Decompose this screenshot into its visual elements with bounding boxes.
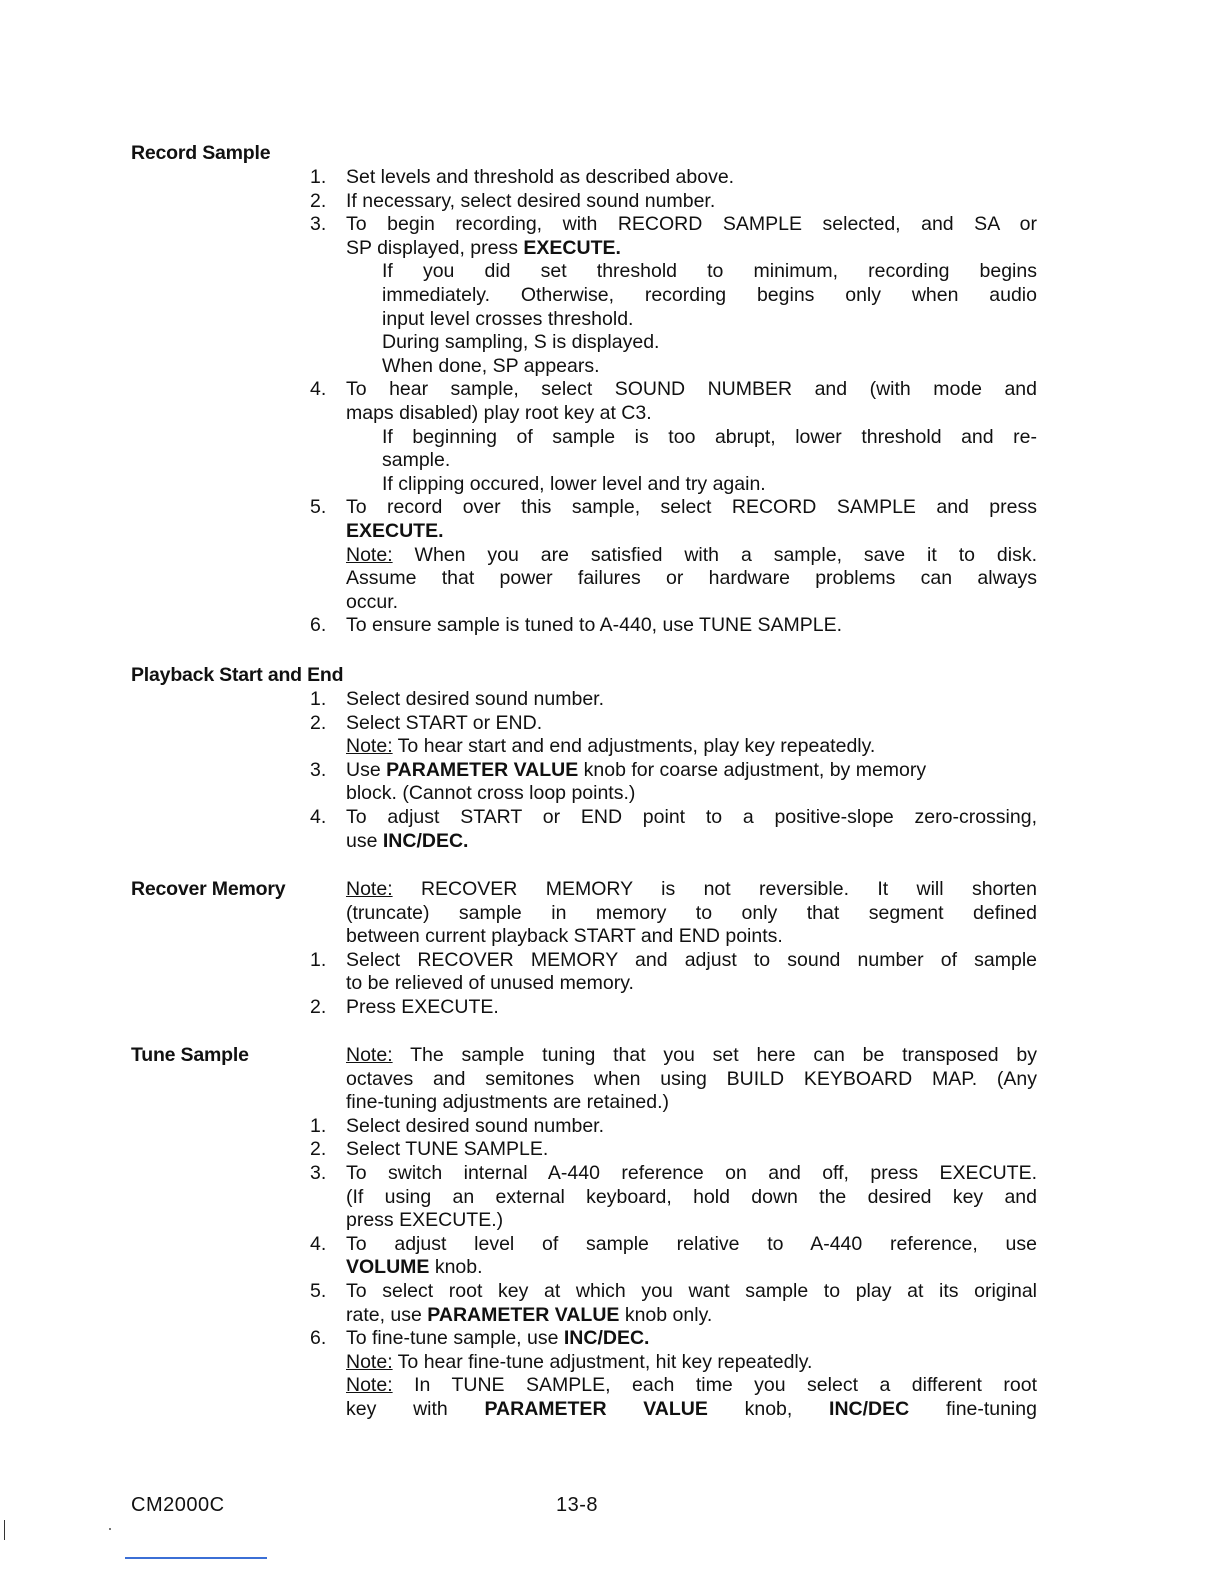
note: Note: To hear start and end adjustments, play key repeatedly. <box>346 735 876 758</box>
list-item: 4. To adjust level of sample relative to A-440 reference, use <box>310 1232 1037 1255</box>
list-item: 3. To switch internal A-440 reference on and off, press EXECUTE. <box>310 1161 1037 1184</box>
note-continuation: between current playback START and END points. <box>346 925 783 948</box>
list-continuation: VOLUME knob. <box>346 1256 483 1279</box>
note-continuation: octaves and semitones when using BUILD KEYBOARD MAP. (Any <box>346 1067 1037 1090</box>
note: Note: To hear fine-tune adjustment, hit key repeatedly. <box>346 1350 813 1373</box>
sub-text: sample. <box>382 449 451 472</box>
list-item: 1. Select RECOVER MEMORY and adjust to sound number of sample <box>310 948 1037 971</box>
list-item: 1. Select desired sound number. <box>310 1114 604 1137</box>
section-title-record-sample: Record Sample <box>131 142 271 164</box>
note: Note: In TUNE SAMPLE, each time you select a different root <box>346 1374 1037 1397</box>
list-item: 2. Select TUNE SAMPLE. <box>310 1138 549 1161</box>
footer-doc-id: CM2000C <box>131 1494 225 1516</box>
note: Note: The sample tuning that you set here can be transposed by <box>346 1044 1037 1066</box>
section-body-recover-memory <box>310 878 1037 1020</box>
list-continuation: use INC/DEC. <box>346 829 469 852</box>
list-item: 3. To begin recording, with RECORD SAMPLE selected, and SA or <box>310 213 1037 236</box>
section-title-recover-memory: Recover Memory <box>131 878 286 900</box>
sub-text: input level crosses threshold. <box>382 307 634 330</box>
list-item: 2. If necessary, select desired sound number. <box>310 189 716 212</box>
note: Note: When you are satisfied with a sample, save it to disk. <box>346 543 1037 566</box>
sub-text: If clipping occured, lower level and try again. <box>382 472 766 495</box>
list-item: 6. To fine-tune sample, use INC/DEC. <box>310 1327 650 1350</box>
list-item: 5. To select root key at which you want sample to play at its original <box>310 1279 1037 1302</box>
note-continuation: fine-tuning adjustments are retained.) <box>346 1091 670 1114</box>
list-item: 5. To record over this sample, select RECORD SAMPLE and press <box>310 496 1037 519</box>
scan-rule-mark <box>125 1557 267 1559</box>
list-continuation: to be relieved of unused memory. <box>346 972 634 995</box>
note-continuation: key with PARAMETER VALUE knob, INC/DEC fine-tuning <box>346 1397 1037 1420</box>
section-body-record-sample <box>310 166 1037 638</box>
section-title-tune-sample: Tune Sample <box>131 1044 249 1066</box>
list-continuation: rate, use PARAMETER VALUE knob only. <box>346 1303 713 1326</box>
list-item: 2. Press EXECUTE. <box>310 995 499 1018</box>
note: Note: RECOVER MEMORY is not reversible. It will shorten <box>346 878 1037 900</box>
list-item: 1. Set levels and threshold as described above. <box>310 166 735 188</box>
list-item: 4. To hear sample, select SOUND NUMBER and (with mode and <box>310 378 1037 401</box>
list-continuation: block. (Cannot cross loop points.) <box>346 782 636 805</box>
scan-speck <box>109 1528 111 1530</box>
list-continuation: SP displayed, press EXECUTE. <box>346 236 621 259</box>
section-title-playback: Playback Start and End <box>131 664 344 686</box>
list-continuation: (If using an external keyboard, hold down the desired key and <box>346 1185 1037 1208</box>
sub-text: When done, SP appears. <box>382 354 600 377</box>
section-body-tune-sample <box>310 1044 1037 1422</box>
sub-text: If you did set threshold to minimum, recording begins <box>382 260 1037 283</box>
note-continuation: Assume that power failures or hardware problems can always <box>346 567 1037 590</box>
list-item: 2. Select START or END. <box>310 711 543 734</box>
list-continuation: EXECUTE. <box>346 519 444 542</box>
note-continuation: (truncate) sample in memory to only that segment defined <box>346 901 1037 924</box>
list-continuation: maps disabled) play root key at C3. <box>346 401 652 424</box>
list-item: 1. Select desired sound number. <box>310 688 604 710</box>
sub-text: If beginning of sample is too abrupt, lower threshold and re- <box>382 425 1037 448</box>
footer-page-number: 13-8 <box>556 1494 599 1516</box>
note-continuation: occur. <box>346 590 399 613</box>
sub-text: During sampling, S is displayed. <box>382 331 660 354</box>
sub-text: immediately. Otherwise, recording begins only when audio <box>382 283 1037 306</box>
scan-edge-mark <box>4 1520 5 1540</box>
list-item: 3. Use PARAMETER VALUE knob for coarse adjustment, by memory <box>310 758 927 781</box>
list-continuation: press EXECUTE.) <box>346 1209 504 1232</box>
list-item: 6. To ensure sample is tuned to A-440, use TUNE SAMPLE. <box>310 614 843 637</box>
section-body-playback <box>310 688 1037 853</box>
list-item: 4. To adjust START or END point to a positive-slope zero-crossing, <box>310 805 1037 828</box>
